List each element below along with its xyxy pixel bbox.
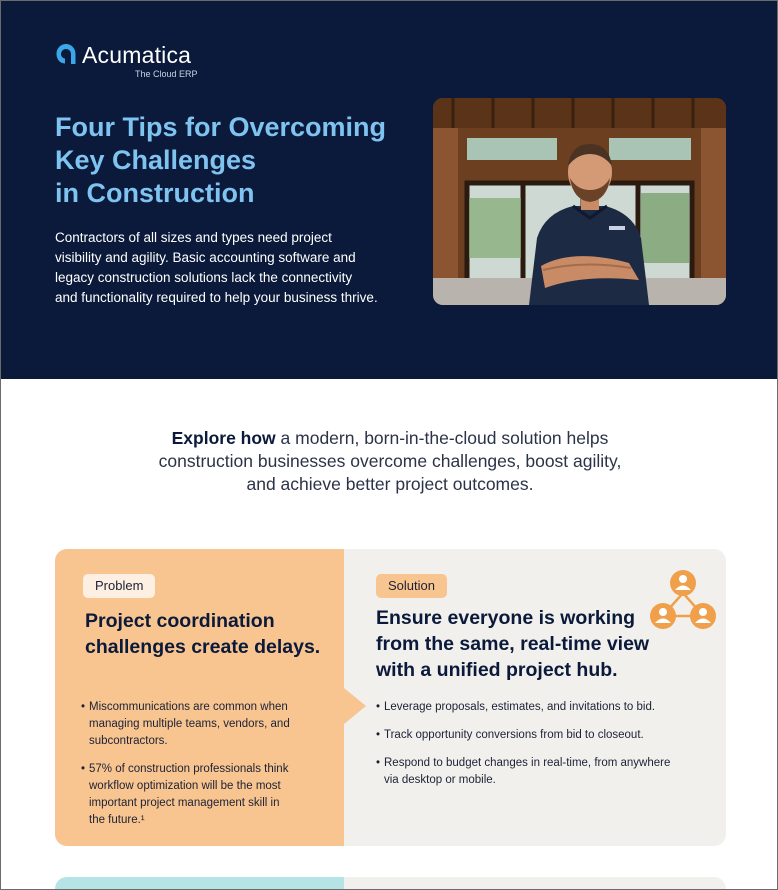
bullet-line: • 57% of construction professionals think — [89, 763, 289, 775]
bullet-line: subcontractors. — [89, 735, 168, 747]
list-item — [81, 761, 290, 829]
list-item — [81, 699, 290, 750]
hero-text-line: Contractors of all sizes and types need project — [55, 230, 332, 245]
page-title — [55, 111, 415, 210]
intro-line — [1, 427, 778, 450]
intro-line: and achieve better project outcomes. — [246, 474, 534, 494]
solution-tag: Solution — [376, 574, 447, 598]
contractor-photo — [433, 98, 726, 305]
problem-tag: Problem — [83, 574, 155, 598]
bullet-line: • Leverage proposals, estimates, and invitations to bid. — [384, 701, 656, 713]
intro-line: construction businesses overcome challenges, boost agility, — [158, 451, 622, 471]
bullet-line: the future.¹ — [89, 814, 145, 826]
problem-solution-card — [55, 549, 726, 846]
list-item — [376, 699, 670, 716]
intro-line-rest: a modern, born-in-the-cloud solution helps — [275, 428, 609, 448]
panel-arrow — [344, 688, 366, 724]
solution-heading — [376, 605, 649, 683]
bullet-line: via desktop or mobile. — [384, 774, 496, 786]
bullet-line: important project management skill in — [89, 797, 280, 809]
problem-bullets — [81, 699, 290, 840]
hero-banner — [1, 1, 778, 379]
bullet-line: • Respond to budget changes in real-time, from anywhere — [384, 757, 671, 769]
brand-name: Acumatica — [82, 42, 192, 68]
bullet-line: • Miscommunications are common when — [89, 701, 288, 713]
hero-text-line: visibility and agility. Basic accounting software and — [55, 250, 356, 265]
heading-line: Ensure everyone is working — [376, 607, 636, 629]
heading-line: with a unified project hub. — [376, 659, 618, 681]
brand-tagline: The Cloud ERP — [135, 69, 198, 79]
title-line: Four Tips for Overcoming — [55, 112, 387, 142]
bullet-line: workflow optimization will be the most — [89, 780, 281, 792]
hero-text-line: legacy construction solutions lack the connectivity — [55, 270, 353, 285]
intro-emphasis: Explore how — [171, 428, 276, 448]
solution-bullets — [376, 699, 670, 800]
hero-text-line: and functionality required to help your business thrive. — [55, 290, 378, 305]
intro-paragraph — [1, 427, 778, 496]
heading-line: Project coordination — [85, 610, 275, 632]
acumatica-logo-icon — [55, 43, 77, 65]
title-line: in Construction — [55, 178, 255, 208]
bullet-line: • Track opportunity conversions from bid to closeout. — [384, 729, 644, 741]
next-card-preview — [55, 877, 726, 890]
contractor-photo-illustration — [433, 98, 726, 305]
heading-line: challenges create delays. — [85, 636, 321, 658]
hero-description — [55, 228, 405, 308]
bullet-line: managing multiple teams, vendors, and — [89, 718, 290, 730]
problem-heading — [85, 608, 320, 660]
heading-line: from the same, real-time view — [376, 633, 650, 655]
list-item — [376, 755, 670, 789]
team-network-icon — [647, 569, 719, 633]
next-card-left-panel — [55, 877, 344, 890]
list-item — [376, 727, 670, 744]
title-line: Key Challenges — [55, 145, 257, 175]
